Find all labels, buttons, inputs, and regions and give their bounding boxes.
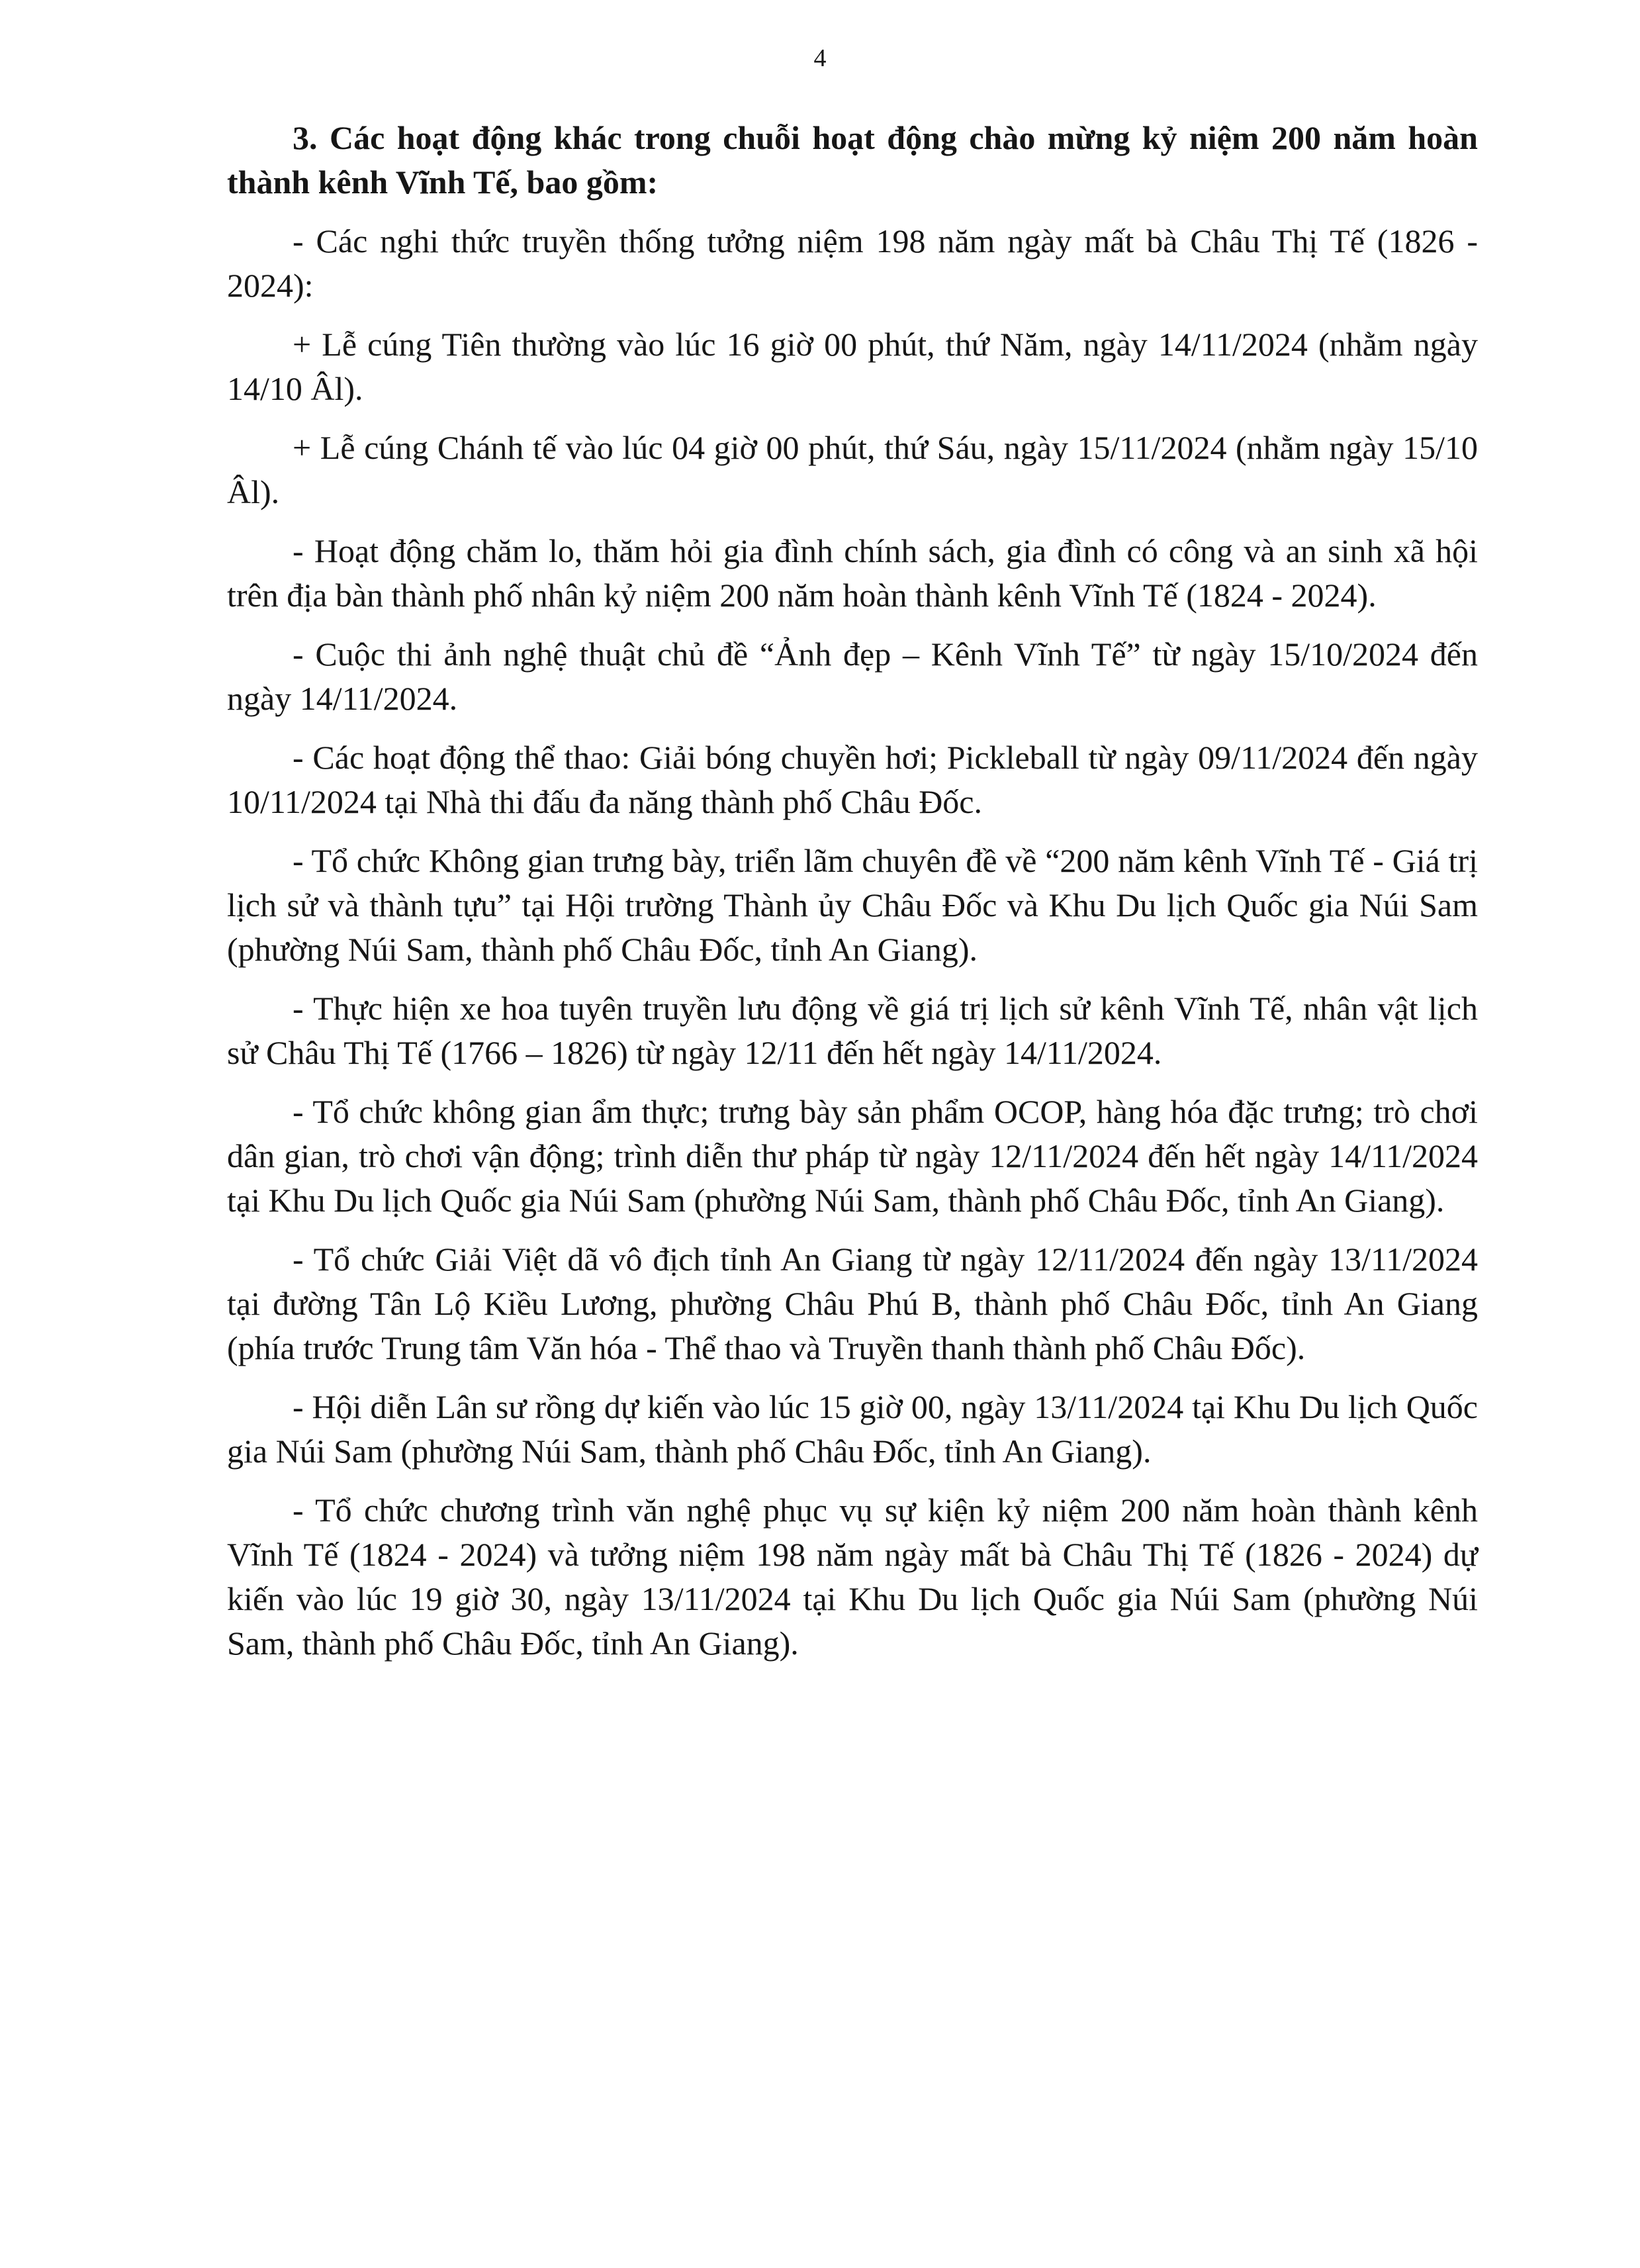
paragraph-culinary-space: - Tổ chức không gian ẩm thực; trưng bày sản phẩm OCOP, hàng hóa đặc trưng; trò chơi dân gian, trò chơi vận động; trình diễn thư pháp từ ngày 12/11/2024 đến hết ngày 14/11/2024 tại Khu Du lịch Quốc gia Núi Sam (phường Núi Sam, thành phố Châu Đốc, tỉnh An Giang). xyxy=(227,1093,1478,1219)
paragraph-cross-country-race: - Tổ chức Giải Việt dã vô địch tỉnh An Giang từ ngày 12/11/2024 đến ngày 13/11/2024 tại đường Tân Lộ Kiều Lương, phường Châu Phú B, thành phố Châu Đốc, tỉnh An Giang (phía trước Trung tâm Văn hóa - Thể thao và Truyền thanh thành phố Châu Đốc). xyxy=(227,1241,1478,1366)
paragraph-art-performance: - Tổ chức chương trình văn nghệ phục vụ sự kiện kỷ niệm 200 năm hoàn thành kênh Vĩnh Tế (1824 - 2024) và tưởng niệm 198 năm ngày mất bà Châu Thị Tế (1826 - 2024) dự kiến vào lúc 19 giờ 30, ngày 13/11/2024 tại Khu Du lịch Quốc gia Núi Sam (phường Núi Sam, thành phố Châu Đốc, tỉnh An Giang). xyxy=(227,1491,1478,1662)
paragraph-exhibition: - Tổ chức Không gian trưng bày, triển lãm chuyên đề về “200 năm kênh Vĩnh Tế - Giá trị lịch sử và thành tựu” tại Hội trường Thành ủy Châu Đốc và Khu Du lịch Quốc gia Núi Sam (phường Núi Sam, thành phố Châu Đốc, tỉnh An Giang). xyxy=(227,842,1478,968)
paragraph-lion-dragon-dance: - Hội diễn Lân sư rồng dự kiến vào lúc 15 giờ 00, ngày 13/11/2024 tại Khu Du lịch Quốc gia Núi Sam (phường Núi Sam, thành phố Châu Đốc, tỉnh An Giang). xyxy=(227,1388,1478,1470)
paragraph-chanh-te-ceremony: + Lễ cúng Chánh tế vào lúc 04 giờ 00 phút, thứ Sáu, ngày 15/11/2024 (nhằm ngày 15/10 Âl). xyxy=(227,429,1478,510)
page-number: 4 xyxy=(813,44,827,72)
paragraph-float-parade: - Thực hiện xe hoa tuyên truyền lưu động về giá trị lịch sử kênh Vĩnh Tế, nhân vật lịch sử Châu Thị Tế (1766 – 1826) từ ngày 12/11 đến hết ngày 14/11/2024. xyxy=(227,990,1478,1071)
paragraph-memorial-rituals: - Các nghi thức truyền thống tưởng niệm 198 năm ngày mất bà Châu Thị Tế (1826 - 2024): xyxy=(227,222,1478,304)
paragraph-social-welfare: - Hoạt động chăm lo, thăm hỏi gia đình chính sách, gia đình có công và an sinh xã hội trên địa bàn thành phố nhân kỷ niệm 200 năm hoàn thành kênh Vĩnh Tế (1824 - 2024). xyxy=(227,532,1478,614)
paragraph-sports: - Các hoạt động thể thao: Giải bóng chuyền hơi; Pickleball từ ngày 09/11/2024 đến ngày 10/11/2024 tại Nhà thi đấu đa năng thành phố Châu Đốc. xyxy=(227,739,1478,820)
section-heading: 3. Các hoạt động khác trong chuỗi hoạt động chào mừng kỷ niệm 200 năm hoàn thành kênh Vĩnh Tế, bao gồm: xyxy=(227,119,1478,201)
paragraph-tien-thuong-ceremony: + Lễ cúng Tiên thường vào lúc 16 giờ 00 phút, thứ Năm, ngày 14/11/2024 (nhằm ngày 14/10 Âl). xyxy=(227,326,1478,407)
paragraph-photo-contest: - Cuộc thi ảnh nghệ thuật chủ đề “Ảnh đẹp – Kênh Vĩnh Tế” từ ngày 15/10/2024 đến ngày 14/11/2024. xyxy=(227,636,1478,717)
document-body xyxy=(227,116,1478,1680)
